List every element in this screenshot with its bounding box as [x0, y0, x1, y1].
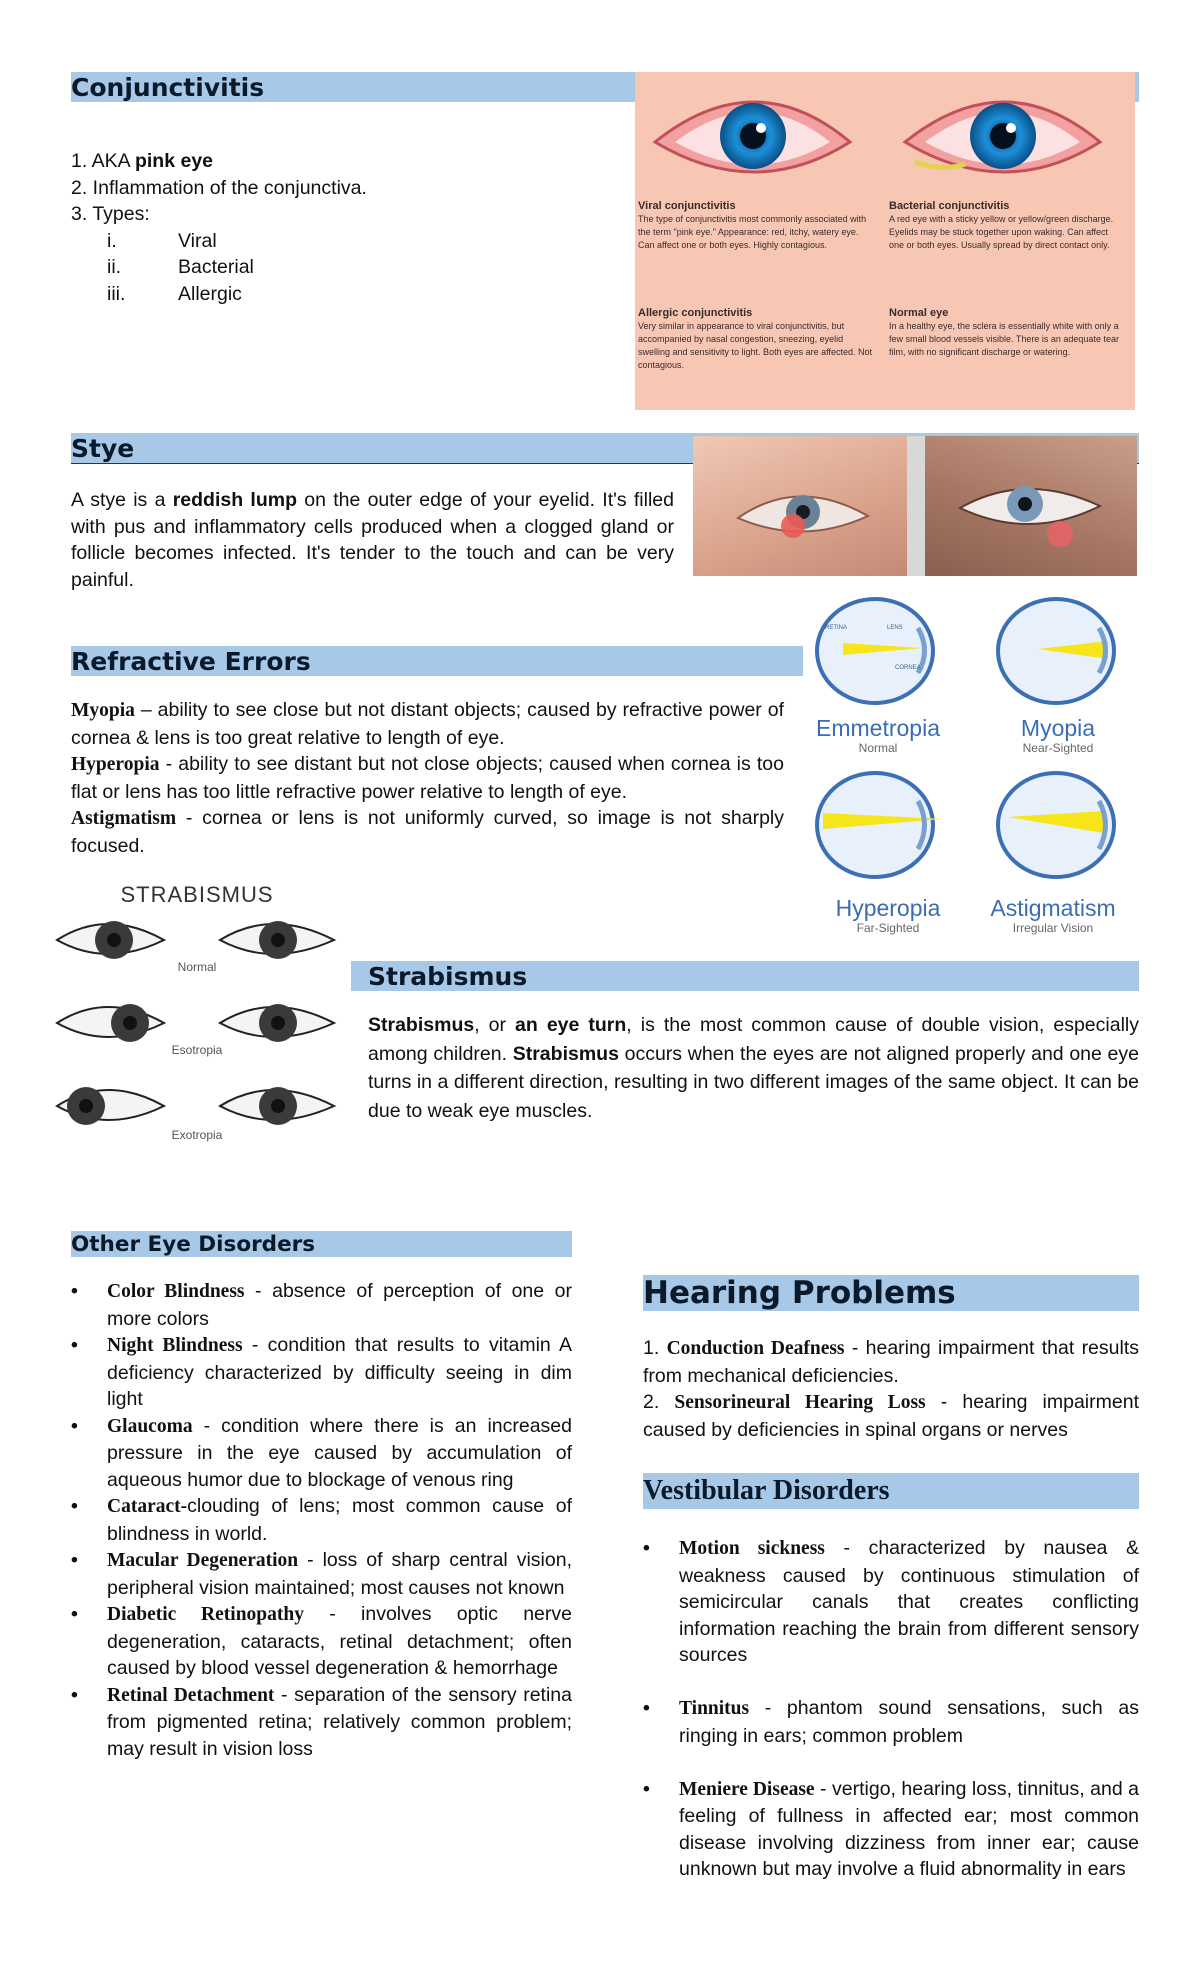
eye-diagram-astigmatism — [998, 773, 1114, 877]
astigmatism-label: Astigmatism Irregular Vision — [990, 895, 1116, 935]
normal-eye-caption: Normal eye In a healthy eye, the sclera is essentially white with only a few small blood vessels visible. There is an adequate tear film, with no significant discharge or watering. — [889, 307, 1119, 357]
list-item: • Night Blindness - condition that results to vitamin A deficiency characterized by difficulty seeing in dim light — [71, 1332, 572, 1413]
conjunctivitis-item-2: 2. Inflammation of the conjunctiva. — [71, 176, 367, 199]
conduction-deafness-item: 1. Conduction Deafness - hearing impairment that results from mechanical deficiencies. — [643, 1337, 1139, 1387]
hearing-text — [643, 1335, 1139, 1443]
exotropia-label: Exotropia — [171, 1128, 223, 1142]
bacterial-caption: Bacterial conjunctivitis A red eye with a sticky yellow or yellow/green discharge. Eyelids may be stuck together upon waking. Can affect one or both eyes. Usually spread by direct contact only. — [889, 200, 1114, 250]
list-item: • Motion sickness - characterized by nausea & weakness caused by continuous stimulation of semicircular canals that creates conflicting information reaching the brain from different sensory sources — [643, 1535, 1139, 1669]
conjunctivitis-item-3: 3. Types: — [71, 203, 150, 225]
type-row: i. Viral — [107, 229, 217, 252]
list-item: • Retinal Detachment - separation of the sensory retina from pigmented retina; relatively common problem; may result in vision loss — [71, 1682, 572, 1763]
retina-label: RETINA — [825, 625, 848, 631]
strabismus-heading: Strabismus — [368, 962, 528, 991]
list-item: • Meniere Disease - vertigo, hearing loss, tinnitus, and a feeling of fullness in affected ear; most common disease involving dizziness from inner ear; cause unknown but may involve a fluid abnormality in ears — [643, 1776, 1139, 1883]
refractive-text — [71, 697, 784, 859]
type-row: iii. Allergic — [107, 282, 242, 305]
allergic-caption: Allergic conjunctivitis Very similar in appearance to viral conjunctivitis, but accompanied by nasal congestion, sneezing, eyelid swelling and sensitivity to light. Both eyes are affected. Not contagious. — [638, 307, 872, 370]
stye-eye-icon — [693, 436, 907, 576]
list-item: • Macular Degeneration - loss of sharp central vision, peripheral vision maintained; most causes not known — [71, 1547, 572, 1601]
stye-text: A stye is a reddish lump on the outer edge of your eyelid. It's filled with pus and inflammatory cells produced when a clogged gland or follicle becomes infected. It's tender to the touch and can be very painful. — [71, 489, 674, 591]
strabismus-figure — [52, 878, 342, 1148]
hyperopia-label: Hyperopia Far-Sighted — [835, 895, 941, 935]
cornea-label: CORNEA — [895, 665, 921, 671]
myopia-definition: Myopia – ability to see close but not distant objects; caused by refractive power of cornea & lens is too great relative to length of eye. — [71, 699, 784, 749]
refraction-diagram — [803, 593, 1138, 945]
normal-label: Normal — [177, 960, 217, 974]
stye-photo-1 — [693, 436, 907, 576]
strabismus-figure-title: STRABISMUS — [120, 882, 274, 907]
other-disorders-heading: Other Eye Disorders — [71, 1232, 316, 1257]
stye-eye-icon — [925, 436, 1137, 576]
list-item: • Glaucoma - condition where there is an increased pressure in the eye caused by accumulation of aqueous humor due to blockage of venous ring — [71, 1413, 572, 1494]
stye-heading: Stye — [71, 434, 135, 463]
list-item: • Diabetic Retinopathy - involves optic nerve degeneration, cataracts, retinal detachment; often caused by blood vessel degeneration & hemorrhage — [71, 1601, 572, 1682]
esotropia-label: Esotropia — [171, 1043, 223, 1057]
strabismus-eyes-illustration — [52, 878, 342, 1148]
conjunctivitis-heading: Conjunctivitis — [71, 73, 265, 102]
refractive-figure — [803, 593, 1138, 945]
emmetropia-label: Emmetropia Normal — [816, 715, 940, 755]
vestibular-list — [643, 1535, 1139, 1883]
strabismus-text: Strabismus, or an eye turn, is the most common cause of double vision, especially among children. Strabismus occurs when the eyes are not aligned properly and one eye turns in a different direction, resulting in two different images of the same object. It can be due to weak eye muscles. — [368, 1014, 1139, 1122]
list-item: • Color Blindness - absence of perception of one or more colors — [71, 1278, 572, 1332]
eye-diagram-emmetropia — [817, 599, 933, 703]
hyperopia-definition: Hyperopia - ability to see distant but not close objects; caused when cornea is too flat or lens has too little refractive power relative to length of eye. — [71, 753, 784, 803]
astigmatism-definition: Astigmatism - cornea or lens is not uniformly curved, so image is not sharply focused. — [71, 807, 784, 857]
viral-caption: Viral conjunctivitis The type of conjunctivitis most commonly associated with the term "pink eye." Appearance: red, itchy, watery eye. Can affect one or both eyes. Highly contagious. — [638, 200, 867, 250]
red-eyes-illustration — [635, 72, 1135, 192]
sensorineural-item: 2. Sensorineural Hearing Loss - hearing impairment caused by deficiencies in spinal organs or nerves — [643, 1391, 1139, 1441]
hearing-heading: Hearing Problems — [643, 1275, 956, 1311]
list-item: • Tinnitus - phantom sound sensations, such as ringing in ears; common problem — [643, 1695, 1139, 1749]
other-disorders-list — [71, 1278, 572, 1762]
lens-label: LENS — [887, 625, 903, 631]
vestibular-heading: Vestibular Disorders — [643, 1475, 890, 1506]
type-row: ii. Bacterial — [107, 256, 254, 278]
list-item: • Cataract-clouding of lens; most common cause of blindness in world. — [71, 1493, 572, 1547]
stye-photo-divider — [907, 436, 925, 576]
conjunctivitis-item-1: 1. AKA pink eye — [71, 150, 214, 172]
eye-diagram-myopia — [998, 599, 1114, 703]
myopia-label: Myopia Near-Sighted — [1020, 715, 1096, 755]
refractive-heading: Refractive Errors — [71, 647, 311, 676]
eye-diagram-hyperopia — [817, 773, 943, 877]
conjunctivitis-list — [71, 148, 631, 307]
stye-photo-2 — [925, 436, 1137, 576]
conjunctivitis-figure — [635, 72, 1135, 410]
